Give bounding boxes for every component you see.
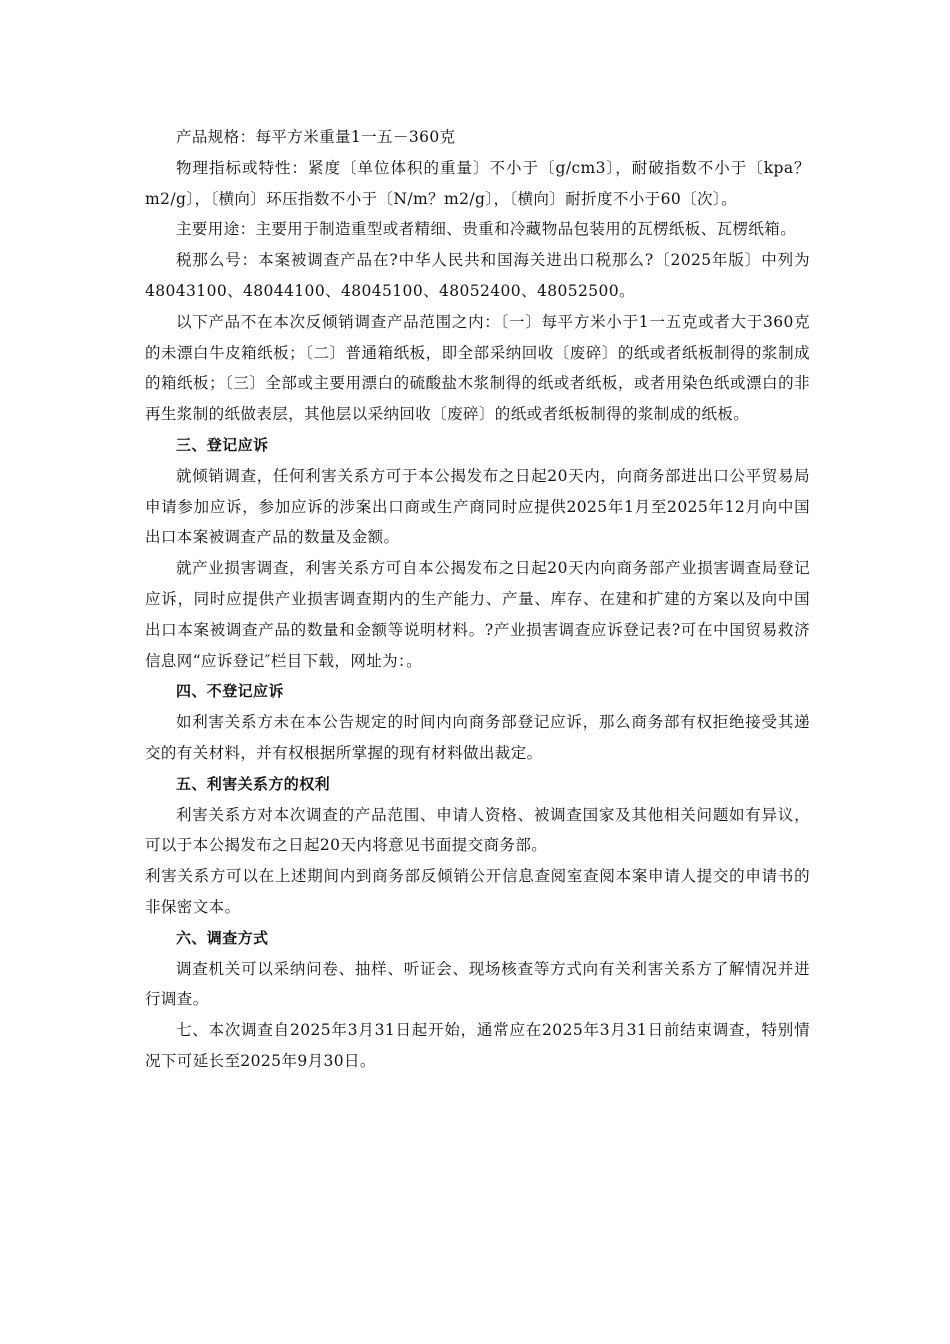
tax-number-paragraph: 税那么号：本案被调查产品在?中华人民共和国海关进出口税那么?〔2025年版〕中列为48043100、48044100、48045100、48052400、48052500。: [145, 251, 810, 300]
investigation-methods-paragraph: 调查机关可以采纳问卷、抽样、听证会、现场核查等方式向有关利害关系方了解情况并进行调查。: [145, 959, 810, 1009]
no-registration-paragraph: 如利害关系方未在本公告规定的时间内向商务部登记应诉，那么商务部有权拒绝接受其递交的有关材料，并有权根据所掌握的现有材料做出裁定。: [145, 713, 810, 762]
physical-indicators-paragraph: 物理指标或特性：紧度〔单位体积的重量〕不小于〔g/cm3〕，耐破指数不小于〔kpa？m2/g〕，〔横向〕环压指数不小于〔N/m？m2/g〕，〔横向〕耐折度不小于60〔次〕。: [145, 158, 810, 208]
section-heading-rights: 五、利害关系方的权利: [176, 774, 331, 793]
product-spec-paragraph: 产品规格：每平方米重量1一五－360克: [176, 128, 456, 146]
rights-objection-paragraph: 利害关系方对本次调查的产品范围、申请人资格、被调查国家及其他相关问题如有异议，可以于本公揭发布之日起20天内将意见书面提交商务部。: [145, 805, 810, 855]
exclusion-paragraph: 以下产品不在本次反倾销调查产品范围之内：〔一〕每平方米小于1一五克或者大于360克的未漂白牛皮箱纸板；〔二〕普通箱纸板，即全部采纳回收〔废碎〕的纸或者纸板制得的浆制成的箱纸板；〔三〕全部或主要用漂白的硫酸盐木浆制得的纸或者纸板，或者用染色纸或漂白的非再生浆制的纸做表层，其他层以采纳回收〔废碎〕的纸或者纸板制得的浆制成的纸板。: [145, 312, 810, 424]
injury-registration-paragraph: 就产业损害调查，利害关系方可自本公揭发布之日起20天内向商务部产业损害调查局登记应诉，同时应提供产业损害调查期内的生产能力、产量、库存、在建和扩建的方案以及向中国出口本案被调查产品的数量和金额等说明材料。?产业损害调查应诉登记表?可在中国贸易救济信息网“应诉登记″栏目下载，网址为：。: [145, 559, 810, 670]
main-usage-paragraph: 主要用途：主要用于制造重型或者精细、贵重和冷藏物品包装用的瓦楞纸板、瓦楞纸箱。: [176, 220, 797, 239]
section-heading-no-registration: 四、不登记应诉: [176, 682, 284, 701]
section-heading-methods: 六、调查方式: [176, 928, 269, 947]
rights-access-paragraph: 利害关系方可以在上述期间内到商务部反倾销公开信息查阅室查阅本案申请人提交的申请书的非保密文本。: [145, 867, 810, 916]
dumping-registration-paragraph: 就倾销调查，任何利害关系方可于本公揭发布之日起20天内，向商务部进出口公平贸易局申请参加应诉，参加应诉的涉案出口商或生产商同时应提供2025年1月至2025年12月向中国出口本案被调查产品的数量及金额。: [145, 466, 810, 547]
document-page: [145, 122, 810, 1077]
investigation-period-paragraph: 七、本次调查自2025年3月31日起开始，通常应在2025年3月31日前结束调查，特别情况下可延长至2025年9月30日。: [145, 1021, 810, 1070]
section-heading-registration: 三、登记应诉: [176, 435, 269, 454]
